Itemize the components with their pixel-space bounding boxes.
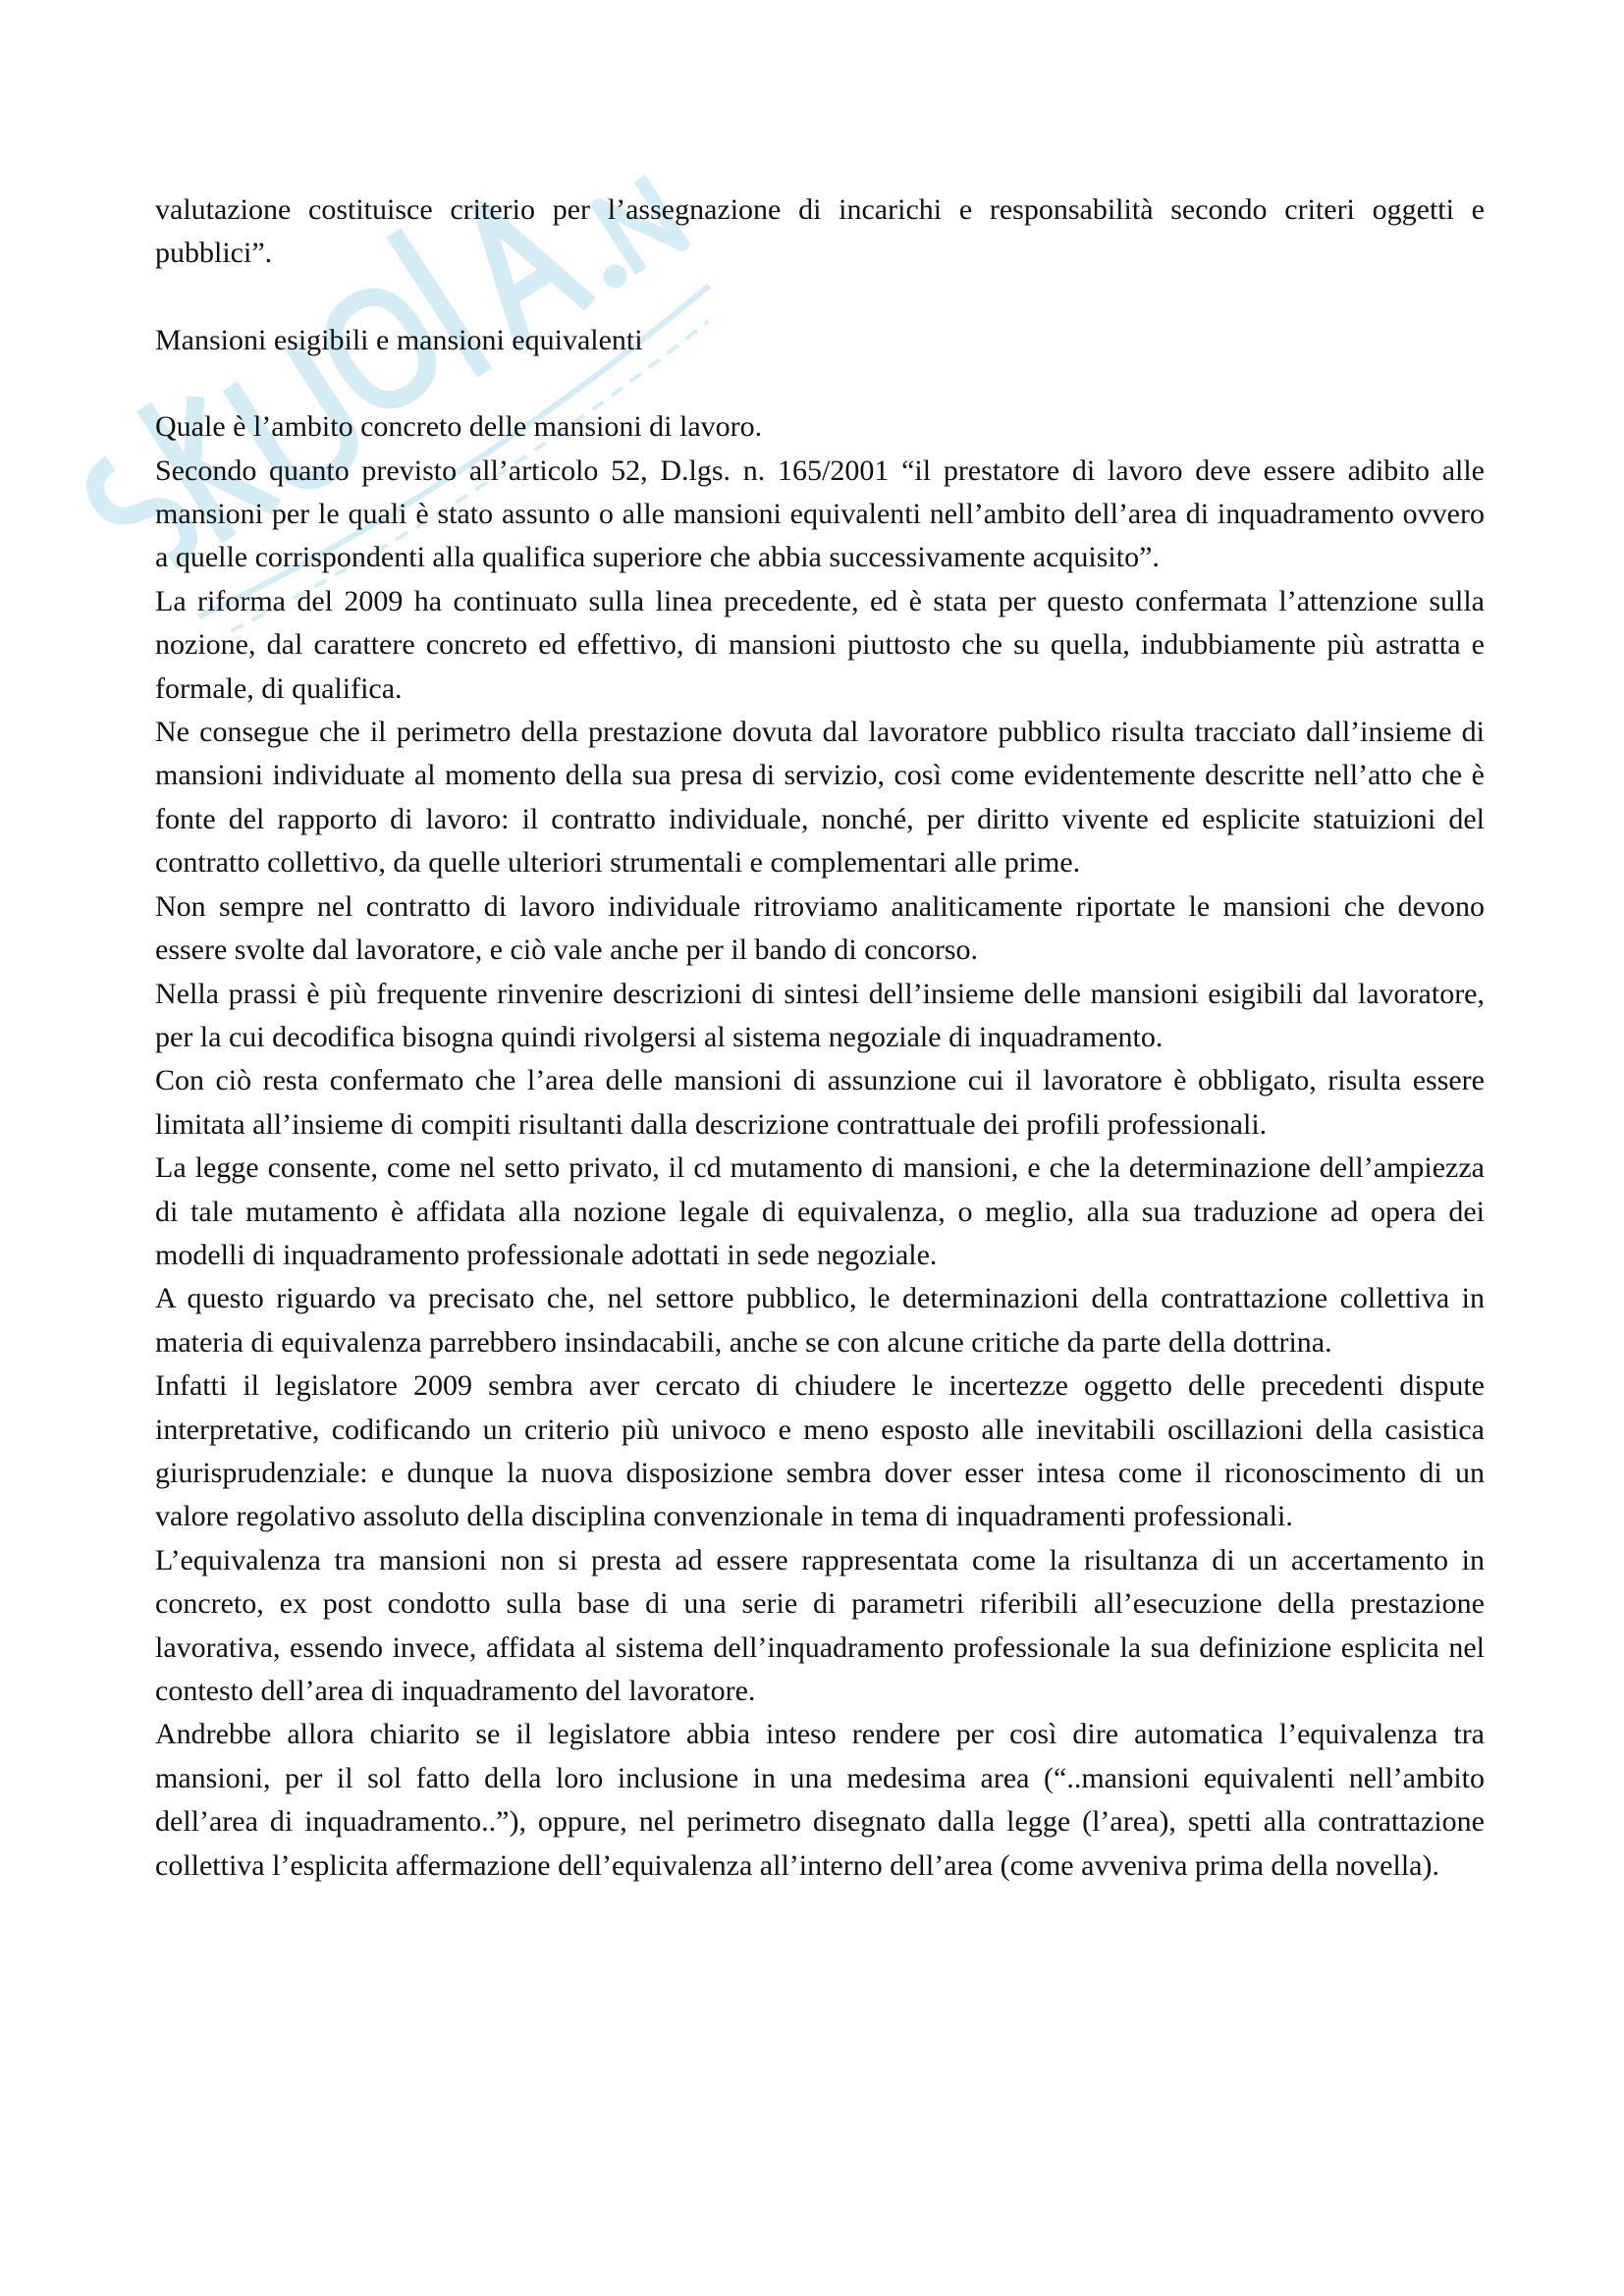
paragraph-question: Quale è l’ambito concreto delle mansioni di lavoro. [155,410,763,444]
paragraph-prassi: Nella prassi è più frequente rinvenire descrizioni di sintesi dell’insieme delle mansioni esigibili dal lavoratore, per la cui decodifica bisogna quindi rivolgersi al sistema negoziale di inquadramento. [155,977,1485,1053]
paragraph-perimetro: Ne consegue che il perimetro della prestazione dovuta dal lavoratore pubblico risulta tracciato dall’insieme di mansioni individuate al momento della sua presa di servizio, così come evidentemente descritte nell’atto che è fonte del rapporto di lavoro: il contratto individuale, nonché, per diritto vivente ed esplicite statuizioni del contratto collettivo, da quelle ulteriori strumentali e complementari alle prime. [155,716,1485,880]
paragraph-mutamento-mansioni: La legge consente, come nel setto privato, il cd mutamento di mansioni, e che la determinazione dell’ampiezza di tale mutamento è affidata alla nozione legale di equivalenza, o meglio, alla sua traduzione ad opera dei modelli di inquadramento professionale adottati in sede negoziale. [155,1151,1485,1271]
paragraph-area-mansioni: Con ciò resta confermato che l’area delle mansioni di assunzione cui il lavoratore è obbligato, risulta essere limitata all’insieme di compiti risultanti dalla descrizione contrattuale dei profili professionali. [155,1064,1485,1141]
paragraph-legislatore-2009: Infatti il legislatore 2009 sembra aver cercato di chiudere le incertezze oggetto delle precedenti dispute interpretative, codificando un criterio più univoco e meno esposto alle inevitabili oscillazioni della casistica giurisprudenziale: e dunque la nuova disposizione sembra dover esser intesa come il riconoscimento di un valore regolativo assoluto della disciplina convenzionale in tema di inquadramenti professionali. [155,1369,1485,1533]
paragraph-articolo-52: Secondo quanto previsto all’articolo 52, D.lgs. n. 165/2001 “il prestatore di lavoro deve essere adibito alle mansioni per le quali è stato assunto o alle mansioni equivalenti nell’ambito dell’area di inquadramento ovvero a quelle corrispondenti alla qualifica superiore che abbia successivamente acquisito”. [155,454,1485,574]
section-heading: Mansioni esigibili e mansioni equivalenti [155,323,643,356]
paragraph-riforma-2009: La riforma del 2009 ha continuato sulla linea precedente, ed è stata per questo confermata l’attenzione sulla nozione, dal carattere concreto ed effettivo, di mansioni piuttosto che su quella, indubbiamente più astratta e formale, di qualifica. [155,584,1485,705]
paragraph-valutazione-continuation: valutazione costituisce criterio per l’assegnazione di incarichi e responsabilità secondo criteri oggetti e pubblici”. [155,193,1485,270]
paragraph-equivalenza: L’equivalenza tra mansioni non si presta ad essere rappresentata come la risultanza di un accertamento in concreto, ex post condotto sulla base di una serie di parametri riferibili all’esecuzione della prestazione lavorativa, essendo invece, affidata al sistema dell’inquadramento professionale la sua definizione esplicita nel contesto dell’area di inquadramento del lavoratore. [155,1543,1485,1707]
paragraph-contratto-individuale: Non sempre nel contratto di lavoro individuale ritroviamo analiticamente riportate le mansioni che devono essere svolte dal lavoratore, e ciò vale anche per il bando di concorso. [155,889,1485,967]
paragraph-chiarimento: Andrebbe allora chiarito se il legislatore abbia inteso rendere per così dire automatica l’equivalenza tra mansioni, per il sol fatto della loro inclusione in una medesima area (“..mansioni equivalenti nell’ambito dell’area di inquadramento..”), oppure, nel perimetro disegnato dalla legge (l’area), spetti alla contrattazione collettiva l’esplicita affermazione dell’equivalenza all’interno dell’area (come avveniva prima della novella). [155,1718,1485,1882]
document-page [155,188,1485,1888]
paragraph-settore-pubblico: A questo riguardo va precisato che, nel settore pubblico, le determinazioni della contrattazione collettiva in materia di equivalenza parrebbero insindacabili, anche se con alcune critiche da parte della dottrina. [155,1282,1485,1359]
